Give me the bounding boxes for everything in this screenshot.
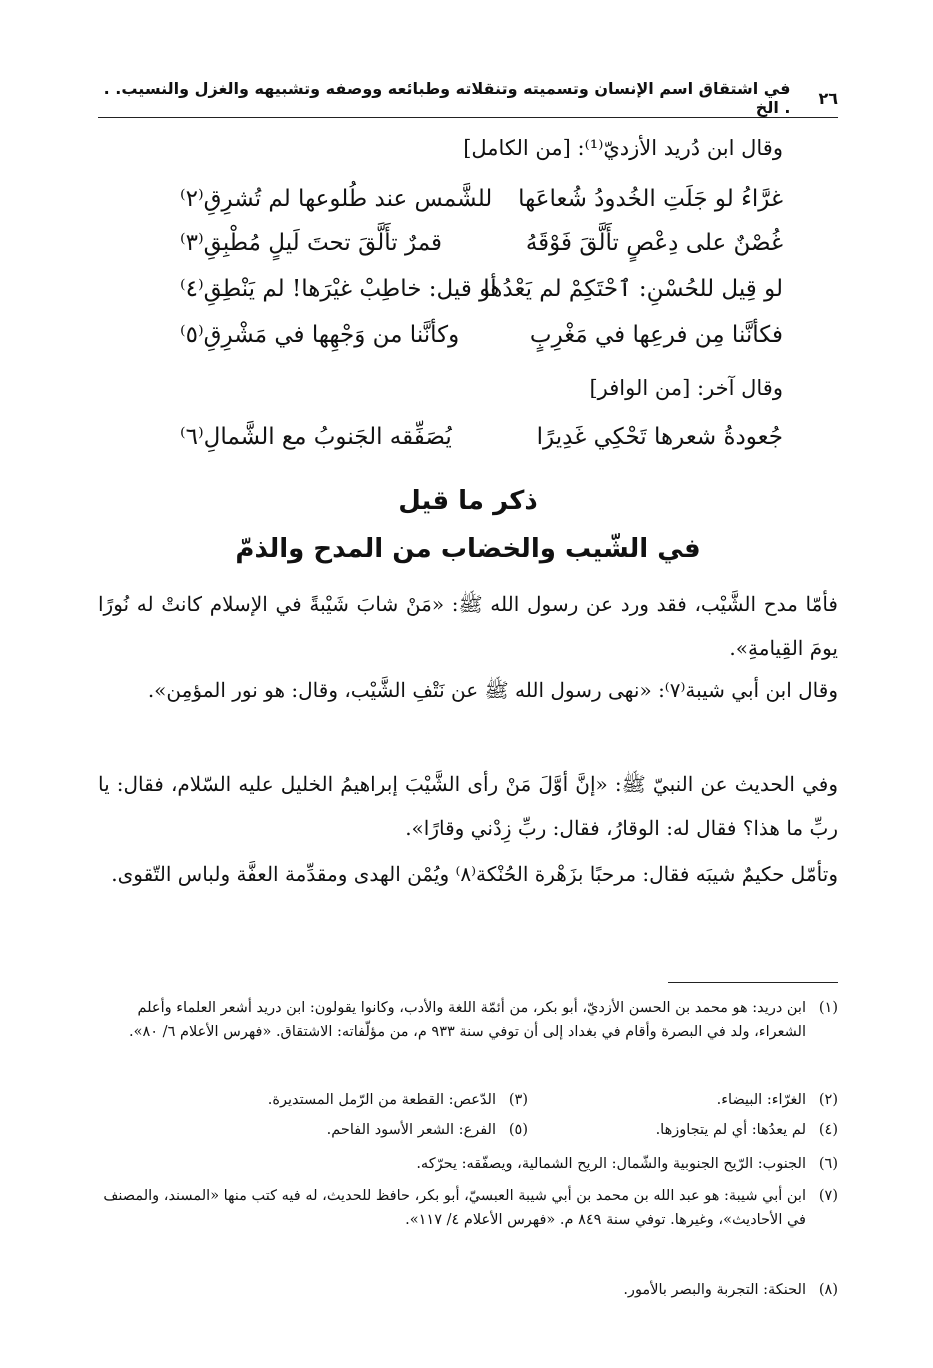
footnote-divider xyxy=(668,982,838,983)
footnote-5 xyxy=(218,1122,528,1138)
footnote-number: (٤) xyxy=(818,1122,838,1138)
footnote-text: الغرّاء: البيضاء. xyxy=(716,1092,806,1108)
verse-5-first: جُعودةُ شعرها تَحْكِي غَدِيرًا xyxy=(536,424,783,450)
verse-1-second: للشَّمس عند طُلوعها لم تُشرِقِ⁽٢⁾ xyxy=(180,186,493,212)
footnote-number: (٨) xyxy=(818,1282,838,1298)
running-header xyxy=(98,80,838,116)
footnote-1 xyxy=(98,996,838,1044)
verse-3-first: لو قِيل للحُسْنِ: ٱحْتَكِمْ لم يَعْدُها xyxy=(483,276,783,302)
footnote-text: الفرع: الشعر الأسود الفاحم. xyxy=(326,1122,496,1138)
footnote-7 xyxy=(98,1184,838,1232)
footnote-text: لم يعدُها: أي لم يتجاوزها. xyxy=(655,1122,806,1138)
header-divider xyxy=(98,117,838,118)
footnote-number: (٥) xyxy=(508,1122,528,1138)
footnote-text: ابن أبي شيبة: هو عبد الله بن محمد بن أبي شيبة العبسيّ، أبو بكر، حافظ للحديث، له فيه كتب منها «المسند، والمصنف في الأحاديث»، وغيرها. توفي سنة ٨٤٩ م. «فهرس الأعلام ٤/ ١١٧». xyxy=(103,1188,806,1228)
verse-2-first: غُصْنٌ على دِعْصٍ تأَلَّقَ فَوْقَهُ xyxy=(525,230,783,256)
footnote-number: (٧) xyxy=(818,1188,838,1204)
poem-intro-2: وقال آخر: [من الوافر] xyxy=(589,376,783,400)
footnote-3 xyxy=(218,1092,528,1108)
paragraph-2: وقال ابن أبي شيبة⁽٧⁾: «نهى رسول الله ﷺ عن نَتْفِ الشَّيْب، وقال: هو نور المؤمِن». xyxy=(147,678,838,702)
paragraph-3: وفي الحديث عن النبيّ ﷺ: «إنَّ أوَّلَ مَنْ رأى الشَّيْبَ إبراهيمُ الخليل عليه السّلام، فقال: يا ربِّ ما هذا؟ فقال له: الوقارُ، فقال: ربِّ زِدْني وقارًا». xyxy=(98,772,838,840)
section-title-line-2: في الشّيب والخضاب من المدح والذمّ xyxy=(235,534,701,564)
verse-1-first: غرَّاءُ لو جَلَتِ الخُدودُ شُعاعَها xyxy=(518,186,783,212)
footnote-number: (٦) xyxy=(818,1156,838,1172)
footnote-number: (٢) xyxy=(818,1092,838,1108)
poem-intro-1: وقال ابن دُريد الأزديّ⁽¹⁾: [من الكامل] xyxy=(463,136,783,160)
footnote-4 xyxy=(528,1122,838,1138)
footnote-number: (٣) xyxy=(508,1092,528,1108)
section-title-line-1: ذكر ما قيل xyxy=(398,486,538,516)
verse-5-second: يُصَفِّقه الجَنوبُ مع الشَّمالِ⁽٦⁾ xyxy=(180,424,452,450)
page-number: ٢٦ xyxy=(818,88,838,108)
footnote-2 xyxy=(528,1092,838,1108)
footnote-6 xyxy=(98,1152,838,1176)
verse-2-second: قمرٌ تأَلَّقَ تحتَ لَيلٍ مُطْبِقِ⁽٣⁾ xyxy=(180,230,442,256)
footnote-8 xyxy=(98,1278,838,1302)
paragraph-4: وتأمّل حكيمٌ شيبَه فقال: مرحبًا بزَهْرة الحُنْكة⁽٨⁾ ويُمْن الهدى ومقدِّمة العفَّة ولباس التّقوى. xyxy=(111,862,838,886)
footnote-text: ابن دريد: هو محمد بن الحسن الأزديّ، أبو بكر، من أئمّة اللغة والأدب، وكانوا يقولون: ابن دريد أشعر العلماء وأعلم الشعراء، ولد في البصرة وأقام في بغداد إلى أن توفي سنة ٩٣٣ م، من مؤلّفاته: الاشتقاق. «فهرس الأعلام ٦/ ٨٠». xyxy=(129,1000,806,1040)
footnote-row-2-3 xyxy=(98,1092,838,1108)
footnote-row-4-5 xyxy=(98,1122,838,1138)
footnote-number: (١) xyxy=(818,1000,838,1016)
verse-3-second: أو قيل: خاطِبْ غيْرَها! لم يَنْطِقِ⁽٤⁾ xyxy=(180,276,497,302)
running-title: في اشتقاق اسم الإنسان وتسميته وتنقلاته وطبائعه ووصفه وتشبيهه والغزل والنسيب. . . الخ xyxy=(103,79,791,117)
verse-4-first: فكأنَّنا مِن فرعِها في مَغْرِبٍ xyxy=(529,322,783,348)
footnote-text: الحنكة: التجربة والبصر بالأمور. xyxy=(623,1282,806,1298)
verse-4-second: وكأنَّنا من وَجْهِها في مَشْرِقِ⁽٥⁾ xyxy=(180,322,460,348)
footnote-text: الجنوب: الرّيح الجنوبية والشّمال: الريح الشمالية، ويصفّقه: يحرّكه. xyxy=(416,1156,806,1172)
paragraph-1: فأمّا مدح الشَّيْب، فقد ورد عن رسول الله ﷺ: «مَنْ شابَ شَيْبةً في الإسلام كانتْ له نُورًا يومَ القِيامةِ». xyxy=(98,592,838,660)
footnote-text: الدّعص: القطعة من الرّمل المستديرة. xyxy=(267,1092,496,1108)
